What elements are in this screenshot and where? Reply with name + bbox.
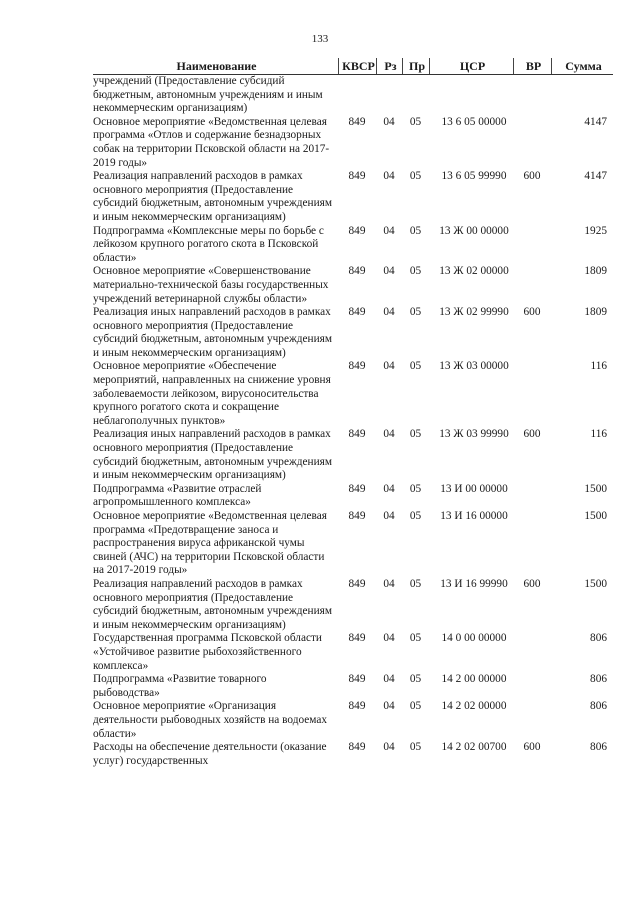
table-row [93, 741, 613, 768]
cell-pr: 05 [409, 170, 422, 183]
cell-kvsr: 849 [348, 360, 366, 373]
cell-sum: 116 [590, 428, 607, 441]
table-row [93, 510, 613, 578]
cell-csr: 13 И 00 00000 [440, 482, 508, 495]
table-row [93, 428, 613, 482]
cell-kvsr: 849 [348, 170, 366, 183]
cell-pr: 05 [409, 306, 422, 319]
table-row [93, 700, 613, 741]
table-row [93, 483, 613, 510]
cell-name: учреждений (Предоставление субсидий бюджетным, автономным учреждениям и иным некоммерческим организациям) [93, 75, 323, 115]
cell-name: Основное мероприятие «Обеспечение мероприятий, направленных на снижение уровня заболеваемости лейкозом, вирусоносительства крупного рогатого скота и сокращение неблагополучных пунктов» [93, 360, 331, 427]
cell-kvsr: 849 [348, 224, 366, 237]
page-number: 133 [311, 33, 329, 45]
table-row [93, 75, 613, 116]
header-name: Наименование [176, 59, 257, 74]
cell-name: Основное мероприятие «Ведомственная целевая программа «Предотвращение заноса и распространения вируса африканской чумы свиней (АЧС) на территории Псковской области на 2017-2019 годы» [93, 510, 327, 577]
cell-kvsr: 849 [348, 510, 366, 522]
cell-csr: 14 2 00 00000 [441, 673, 507, 686]
cell-name: Реализация иных направлений расходов в рамках основного мероприятия (Предоставление субсидий бюджетным, автономным учреждениям и иным некоммерческим организациям) [93, 428, 332, 482]
table-header [93, 58, 613, 75]
header-sum: Сумма [551, 58, 613, 74]
cell-csr: 13 6 05 99990 [441, 170, 507, 183]
header-csr: ЦСР [429, 58, 513, 74]
cell-sum: 4147 [584, 115, 607, 128]
cell-kvsr: 849 [348, 673, 366, 686]
table-row [93, 360, 613, 428]
cell-vr: 600 [523, 306, 541, 319]
cell-kvsr: 849 [348, 482, 366, 495]
cell-name: Реализация иных направлений расходов в рамках основного мероприятия (Предоставление субсидий бюджетным, автономным учреждениям и иным некоммерческим организациям) [93, 306, 332, 359]
cell-rz: 04 [383, 632, 395, 645]
cell-kvsr: 849 [348, 115, 366, 128]
cell-pr: 05 [409, 577, 422, 590]
cell-pr: 05 [409, 482, 422, 495]
cell-rz: 04 [383, 510, 395, 522]
cell-kvsr: 849 [348, 741, 366, 754]
cell-sum: 4147 [584, 170, 607, 183]
cell-sum: 806 [590, 632, 607, 645]
cell-name: Подпрограмма «Развитие товарного рыбоводства» [93, 673, 267, 699]
header-rz: Рз [376, 58, 402, 74]
cell-kvsr: 849 [348, 700, 366, 713]
cell-vr: 600 [523, 170, 541, 183]
budget-table [93, 58, 613, 768]
cell-kvsr: 849 [348, 265, 366, 278]
cell-pr: 05 [409, 632, 422, 645]
cell-sum: 806 [590, 673, 607, 686]
table-row [93, 632, 613, 673]
header-kvsr: КВСР [338, 58, 376, 74]
cell-name: Подпрограмма «Развитие отраслей агропромышленного комплекса» [93, 482, 262, 509]
cell-pr: 05 [409, 673, 422, 686]
table-row [93, 225, 613, 266]
cell-kvsr: 849 [348, 428, 366, 441]
cell-csr: 13 Ж 03 99990 [439, 428, 509, 441]
cell-csr: 13 Ж 00 00000 [439, 224, 509, 237]
cell-rz: 04 [383, 360, 395, 373]
cell-rz: 04 [383, 700, 395, 713]
table-row [93, 673, 613, 700]
cell-pr: 05 [409, 265, 422, 278]
cell-csr: 13 Ж 02 00000 [439, 265, 509, 278]
cell-sum: 116 [590, 360, 607, 373]
cell-sum: 1925 [584, 224, 607, 237]
cell-name: Основное мероприятие «Ведомственная целевая программа «Отлов и содержание безнадзорных собак на территории Псковской области на 2017-2019 годы» [93, 115, 330, 169]
cell-pr: 05 [409, 224, 422, 237]
cell-pr: 05 [409, 115, 422, 128]
cell-rz: 04 [383, 306, 395, 319]
cell-csr: 13 Ж 03 00000 [439, 360, 509, 373]
header-pr: Пр [402, 58, 429, 74]
cell-name: Государственная программа Псковской области «Устойчивое развитие рыбохозяйственного комплекса» [93, 632, 322, 672]
cell-pr: 05 [409, 428, 422, 441]
cell-rz: 04 [383, 170, 395, 183]
table-row [93, 170, 613, 224]
cell-sum: 1809 [584, 306, 607, 319]
cell-kvsr: 849 [348, 306, 366, 319]
cell-sum: 1500 [584, 510, 607, 522]
cell-name: Основное мероприятие «Организация деятельности рыбоводных хозяйств на водоемах области» [93, 700, 327, 740]
cell-pr: 05 [409, 510, 422, 522]
table-row [93, 116, 613, 170]
cell-csr: 13 Ж 02 99990 [439, 306, 509, 319]
cell-csr: 13 И 16 99990 [440, 577, 508, 590]
cell-kvsr: 849 [348, 632, 366, 645]
cell-name: Подпрограмма «Комплексные меры по борьбе с лейкозом крупного рогатого скота в Псковской области» [93, 224, 324, 264]
cell-sum: 1500 [584, 577, 607, 590]
cell-sum: 1809 [584, 265, 607, 278]
cell-rz: 04 [383, 577, 395, 590]
cell-vr: 600 [523, 741, 541, 754]
cell-name: Основное мероприятие «Совершенствование материально-технической базы государственных учреждений ветеринарной службы области» [93, 265, 329, 305]
header-vr: ВР [513, 58, 551, 74]
cell-rz: 04 [383, 673, 395, 686]
cell-rz: 04 [383, 265, 395, 278]
cell-rz: 04 [383, 428, 395, 441]
cell-name: Расходы на обеспечение деятельности (оказание услуг) государственных [93, 741, 327, 767]
table-row [93, 265, 613, 306]
cell-rz: 04 [383, 224, 395, 237]
cell-csr: 14 2 02 00700 [441, 741, 507, 754]
cell-sum: 1500 [584, 482, 607, 495]
cell-sum: 806 [590, 700, 607, 713]
table-row [93, 578, 613, 632]
cell-kvsr: 849 [348, 577, 366, 590]
cell-pr: 05 [409, 741, 422, 754]
cell-rz: 04 [383, 482, 395, 495]
table-body [93, 75, 613, 768]
cell-csr: 14 0 00 00000 [441, 632, 507, 645]
cell-vr: 600 [523, 577, 541, 590]
cell-csr: 13 6 05 00000 [441, 115, 507, 128]
cell-vr: 600 [523, 428, 541, 441]
cell-sum: 806 [590, 741, 607, 754]
cell-pr: 05 [409, 700, 422, 713]
cell-csr: 14 2 02 00000 [441, 700, 507, 713]
cell-rz: 04 [383, 741, 395, 754]
table-row [93, 306, 613, 360]
cell-rz: 04 [383, 115, 395, 128]
cell-pr: 05 [409, 360, 422, 373]
cell-name: Реализация направлений расходов в рамках основного мероприятия (Предоставление субсидий бюджетным, автономным учреждениям и иным некоммерческим организациям) [93, 170, 332, 223]
cell-csr: 13 И 16 00000 [440, 510, 508, 522]
cell-name: Реализация направлений расходов в рамках основного мероприятия (Предоставление субсидий бюджетным, автономным учреждениям и иным некоммерческим организациям) [93, 577, 332, 631]
